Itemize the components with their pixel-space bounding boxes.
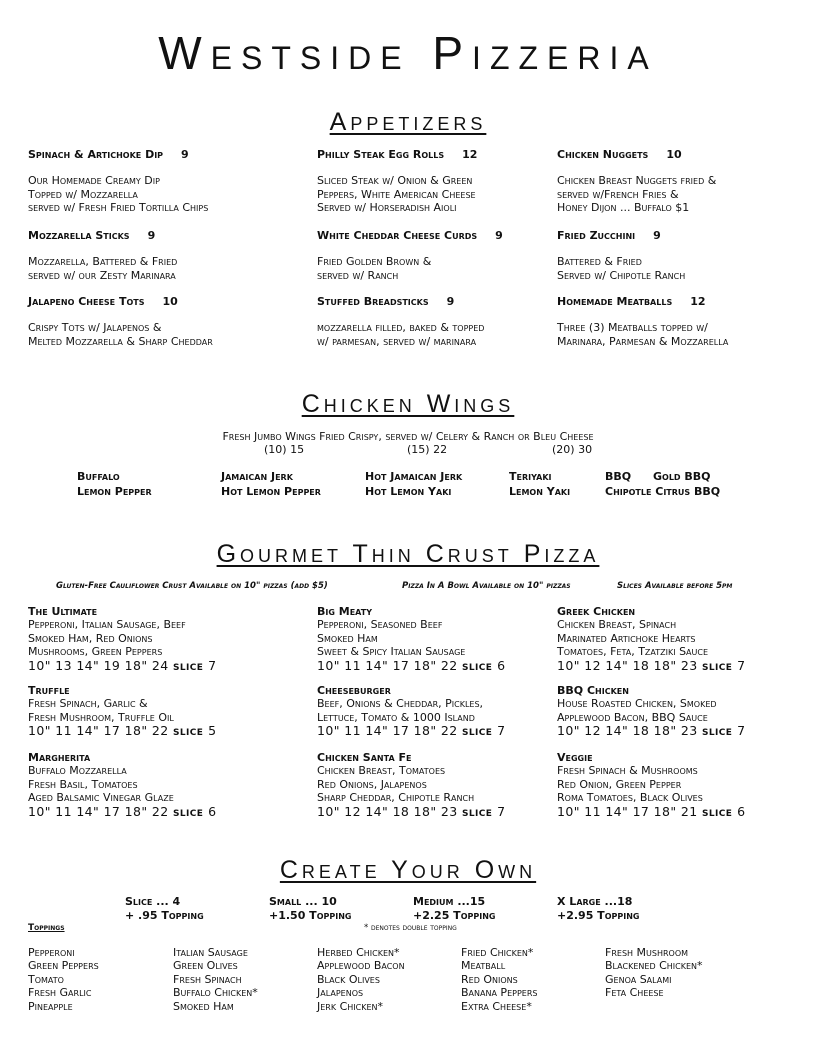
- pizza-size-label: 14": [76, 803, 104, 819]
- pizza-size-label: 10": [557, 723, 585, 739]
- appetizer-description: Chicken Breast Nuggets fried & served w/French Fries & Honey Dijon ... Buffalo $1: [557, 174, 717, 215]
- pizza-heading: Gourmet Thin Crust Pizza: [216, 540, 600, 568]
- create-heading: Create Your Own: [279, 856, 537, 884]
- wing-flavor: Hot Lemon Pepper: [221, 485, 321, 498]
- toppings-column: [461, 946, 537, 1013]
- toppings-column: [317, 946, 405, 1013]
- pizza-prices: [317, 805, 567, 818]
- topping-item: Fresh Garlic: [28, 986, 92, 1000]
- pizza-size-price: 11: [55, 723, 77, 739]
- appetizers-heading: Appetizers: [329, 108, 487, 136]
- pizza-size-label: 10": [557, 803, 585, 819]
- pizza-size-price: 17: [103, 803, 125, 819]
- pizza-slice-label: slice: [461, 723, 498, 739]
- topping-price: +2.25 Topping: [413, 909, 496, 922]
- topping-item: Feta Cheese: [605, 986, 664, 1000]
- pizza-ingredients: Aged Balsamic Vinegar Glaze: [28, 791, 174, 805]
- pizza-prices: [28, 659, 278, 672]
- pizza-item: [28, 751, 278, 818]
- pizza-slice-price: 7: [497, 803, 506, 819]
- size-price: Medium ...15: [413, 895, 486, 908]
- wings-size-10: (10) 15: [264, 443, 305, 456]
- wing-flavor: BBQ: [605, 470, 632, 483]
- pizza-note-bowl: Pizza In A Bowl Available on 10" pizzas: [402, 581, 571, 591]
- pizza-slice-label: slice: [701, 657, 738, 673]
- pizza-size-price: 11: [344, 657, 366, 673]
- pizza-size-label: 14": [365, 803, 393, 819]
- wings-size-15: (15) 22: [407, 443, 448, 456]
- pizza-ingredients: Sharp Cheddar, Chipotle Ranch: [317, 791, 475, 805]
- appetizer-item: [28, 295, 278, 348]
- pizza-ingredients: Fresh Spinach, Garlic &: [28, 697, 148, 711]
- pizza-note-slices: Slices Available before 5pm: [617, 581, 733, 591]
- pizza-slice-price: 7: [497, 723, 506, 739]
- restaurant-name: Westside Pizzeria: [158, 27, 658, 79]
- wings-size-20: (20) 30: [552, 443, 593, 456]
- wing-flavor: Jamaican Jerk: [221, 470, 293, 483]
- pizza-size-label: 10": [557, 657, 585, 673]
- pizza-ingredients: Chicken Breast, Tomatoes: [317, 764, 446, 778]
- pizza-size-label: 10": [28, 803, 56, 819]
- pizza-slice-label: slice: [701, 803, 738, 819]
- pizza-size-label: 18": [653, 803, 681, 819]
- pizza-size-label: 14": [605, 657, 633, 673]
- size-price: X Large ...18: [557, 895, 633, 908]
- topping-item: Meatball: [461, 959, 506, 973]
- topping-item: Green Olives: [173, 959, 238, 973]
- pizza-size-label: 18": [413, 657, 441, 673]
- pizza-size-label: 10": [317, 657, 345, 673]
- pizza-slice-label: slice: [172, 723, 209, 739]
- pizza-ingredients: Mushrooms, Green Peppers: [28, 645, 163, 659]
- appetizer-price: 9: [446, 295, 455, 308]
- pizza-size-label: 18": [413, 723, 441, 739]
- appetizer-item: [317, 295, 567, 348]
- pizza-size-price: 22: [151, 723, 173, 739]
- topping-item: Italian Sausage: [173, 946, 248, 959]
- wing-flavor: Hot Lemon Yaki: [365, 485, 452, 498]
- pizza-ingredients: Tomatoes, Feta, Tzatziki Sauce: [557, 645, 709, 659]
- appetizer-price: 12: [690, 295, 706, 308]
- pizza-size-price: 12: [344, 803, 366, 819]
- wings-heading: Chicken Wings: [301, 390, 515, 418]
- pizza-prices: [317, 659, 567, 672]
- wing-flavor: Buffalo: [77, 470, 120, 483]
- appetizer-item: [28, 148, 278, 215]
- pizza-size-label: 18": [653, 657, 681, 673]
- pizza-size-label: 18": [124, 803, 152, 819]
- appetizer-description: Crispy Tots w/ Jalapenos & Melted Mozzarella & Sharp Cheddar: [28, 321, 213, 348]
- appetizer-name: Stuffed Breadsticks 9: [317, 295, 455, 308]
- pizza-size-price: 11: [55, 803, 77, 819]
- topping-price: + .95 Topping: [125, 909, 204, 922]
- topping-item: Herbed Chicken*: [317, 946, 400, 959]
- pizza-size-label: 18": [124, 657, 152, 673]
- topping-item: Pineapple: [28, 999, 73, 1013]
- pizza-slice-price: 5: [208, 723, 217, 739]
- topping-price: +2.95 Topping: [557, 909, 640, 922]
- pizza-item: [317, 605, 567, 672]
- pizza-name: Cheeseburger: [317, 684, 391, 697]
- pizza-size-label: 10": [317, 803, 345, 819]
- toppings-column: [173, 946, 258, 1013]
- pizza-name: BBQ Chicken: [557, 684, 629, 697]
- pizza-slice-label: slice: [461, 803, 498, 819]
- wing-flavor: Chipotle Citrus BBQ: [605, 485, 721, 498]
- topping-item: Buffalo Chicken*: [173, 986, 258, 1000]
- pizza-ingredients: Marinated Artichoke Hearts: [557, 631, 696, 645]
- pizza-size-label: 14": [605, 803, 633, 819]
- pizza-prices: [557, 805, 807, 818]
- toppings-label: Toppings: [28, 923, 65, 933]
- appetizer-name: Spinach & Artichoke Dip 9: [28, 148, 189, 161]
- topping-item: Black Olives: [317, 972, 380, 986]
- pizza-ingredients: Red Onion, Green Pepper: [557, 777, 682, 791]
- appetizer-name: Homemade Meatballs 12: [557, 295, 706, 308]
- appetizer-description: Our Homemade Creamy Dip Topped w/ Mozzarella served w/ Fresh Fried Tortilla Chips: [28, 174, 209, 215]
- appetizer-name: Mozzarella Sticks 9: [28, 229, 156, 242]
- topping-item: Smoked Ham: [173, 999, 234, 1013]
- pizza-size-label: 18": [653, 723, 681, 739]
- pizza-size-price: 13: [55, 657, 77, 673]
- pizza-item: [317, 684, 567, 738]
- appetizer-item: [28, 229, 278, 282]
- pizza-ingredients: Lettuce, Tomato & 1000 Island: [317, 710, 475, 724]
- pizza-prices: [28, 724, 278, 737]
- pizza-ingredients: Smoked Ham: [317, 631, 378, 645]
- pizza-size-label: 14": [605, 723, 633, 739]
- pizza-size-label: 10": [317, 723, 345, 739]
- pizza-size-price: 18: [632, 723, 654, 739]
- topping-item: Extra Cheese*: [461, 999, 532, 1013]
- pizza-ingredients: Pepperoni, Seasoned Beef: [317, 618, 443, 632]
- pizza-slice-label: slice: [461, 657, 498, 673]
- pizza-ingredients: Roma Tomatoes, Black Olives: [557, 791, 703, 805]
- pizza-size-price: 17: [392, 657, 414, 673]
- pizza-size-price: 22: [440, 657, 462, 673]
- topping-item: Jalapenos: [317, 986, 364, 1000]
- pizza-note-gluten-free: Gluten-Free Cauliflower Crust Available on 10" pizzas (add $5): [56, 581, 328, 591]
- pizza-size-price: 11: [584, 803, 606, 819]
- appetizer-description: Mozzarella, Battered & Fried served w/ our Zesty Marinara: [28, 255, 178, 282]
- topping-item: Tomato: [28, 972, 64, 986]
- appetizer-name: Philly Steak Egg Rolls 12: [317, 148, 478, 161]
- pizza-size-price: 22: [151, 803, 173, 819]
- appetizer-item: [317, 148, 567, 215]
- topping-item: Genoa Salami: [605, 972, 672, 986]
- pizza-ingredients: Fresh Basil, Tomatoes: [28, 777, 138, 791]
- toppings-column: [28, 946, 99, 1013]
- pizza-ingredients: House Roasted Chicken, Smoked: [557, 697, 717, 711]
- appetizer-price: 9: [181, 148, 189, 161]
- pizza-size-label: 18": [124, 723, 152, 739]
- pizza-size-price: 17: [103, 723, 125, 739]
- pizza-size-price: 18: [632, 657, 654, 673]
- pizza-item: [557, 605, 807, 672]
- pizza-size-label: 14": [76, 657, 104, 673]
- appetizer-name: White Cheddar Cheese Curds 9: [317, 229, 503, 242]
- pizza-ingredients: Fresh Spinach & Mushrooms: [557, 764, 698, 778]
- appetizer-item: [557, 295, 807, 348]
- wing-flavor: Gold BBQ: [653, 470, 711, 483]
- pizza-size-label: 14": [76, 723, 104, 739]
- appetizer-item: [557, 148, 807, 215]
- wing-flavor: Hot Jamaican Jerk: [365, 470, 463, 483]
- appetizer-price: 9: [495, 229, 503, 242]
- pizza-size-price: 12: [584, 723, 606, 739]
- wing-flavor: Teriyaki: [509, 470, 552, 483]
- appetizer-price: 12: [462, 148, 478, 161]
- appetizer-item: [557, 229, 807, 282]
- pizza-size-price: 17: [392, 723, 414, 739]
- pizza-size-price: 18: [392, 803, 414, 819]
- pizza-slice-price: 7: [208, 657, 217, 673]
- pizza-ingredients: Applewood Bacon, BBQ Sauce: [557, 710, 708, 724]
- pizza-name: Chicken Santa Fe: [317, 751, 412, 764]
- pizza-name: Big Meaty: [317, 605, 372, 618]
- topping-item: Fried Chicken*: [461, 946, 534, 959]
- topping-item: Green Peppers: [28, 959, 99, 973]
- pizza-size-price: 23: [440, 803, 462, 819]
- pizza-size-label: 14": [365, 723, 393, 739]
- topping-price: +1.50 Topping: [269, 909, 352, 922]
- pizza-size-label: 14": [365, 657, 393, 673]
- pizza-ingredients: Beef, Onions & Cheddar, Pickles,: [317, 697, 484, 711]
- pizza-slice-price: 7: [737, 723, 746, 739]
- topping-item: Jerk Chicken*: [317, 999, 384, 1013]
- pizza-ingredients: Fresh Mushroom, Truffle Oil: [28, 710, 174, 724]
- topping-item: Banana Peppers: [461, 986, 538, 1000]
- pizza-size-label: 10": [28, 657, 56, 673]
- appetizer-description: Three (3) Meatballs topped w/ Marinara, Parmesan & Mozzarella: [557, 321, 729, 348]
- size-price: Slice ... 4: [125, 895, 181, 908]
- pizza-ingredients: Smoked Ham, Red Onions: [28, 631, 153, 645]
- pizza-name: Veggie: [557, 751, 593, 764]
- pizza-size-price: 23: [680, 723, 702, 739]
- appetizer-price: 9: [147, 229, 156, 242]
- appetizer-description: Battered & Fried Served w/ Chipotle Ranch: [557, 255, 686, 282]
- pizza-size-price: 19: [103, 657, 125, 673]
- pizza-size-label: 18": [413, 803, 441, 819]
- appetizer-price: 10: [162, 295, 178, 308]
- pizza-slice-price: 6: [497, 657, 506, 673]
- pizza-size-price: 17: [632, 803, 654, 819]
- pizza-slice-price: 6: [737, 803, 746, 819]
- pizza-item: [28, 605, 278, 672]
- appetizer-name: Jalapeno Cheese Tots 10: [28, 295, 178, 308]
- topping-item: Fresh Mushroom: [605, 946, 689, 959]
- pizza-size-price: 21: [680, 803, 702, 819]
- toppings-column: [605, 946, 703, 1000]
- pizza-size-price: 23: [680, 657, 702, 673]
- pizza-slice-label: slice: [172, 657, 209, 673]
- pizza-item: [557, 751, 807, 818]
- wings-description: Fresh Jumbo Wings Fried Crispy, served w/ Celery & Ranch or Bleu Cheese: [222, 430, 594, 443]
- wing-flavor: Lemon Yaki: [509, 485, 571, 498]
- pizza-ingredients: Pepperoni, Italian Sausage, Beef: [28, 618, 186, 632]
- pizza-ingredients: Sweet & Spicy Italian Sausage: [317, 645, 466, 659]
- double-topping-note: * denotes double topping: [364, 923, 457, 933]
- topping-item: Blackened Chicken*: [605, 959, 703, 973]
- pizza-item: [317, 751, 567, 818]
- pizza-ingredients: Red Onions, Jalapenos: [317, 777, 427, 791]
- pizza-prices: [317, 724, 567, 737]
- appetizer-description: Fried Golden Brown & served w/ Ranch: [317, 255, 432, 282]
- pizza-prices: [557, 659, 807, 672]
- appetizer-name: Fried Zucchini 9: [557, 229, 661, 242]
- pizza-size-price: 11: [344, 723, 366, 739]
- appetizer-price: 9: [653, 229, 661, 242]
- pizza-slice-label: slice: [172, 803, 209, 819]
- pizza-name: Truffle: [28, 684, 70, 697]
- pizza-ingredients: Chicken Breast, Spinach: [557, 618, 677, 632]
- topping-item: Red Onions: [461, 972, 518, 986]
- appetizer-price: 10: [666, 148, 682, 161]
- topping-item: Fresh Spinach: [173, 972, 242, 986]
- pizza-slice-label: slice: [701, 723, 738, 739]
- pizza-name: Greek Chicken: [557, 605, 636, 618]
- appetizer-name: Chicken Nuggets 10: [557, 148, 682, 161]
- pizza-size-price: 24: [151, 657, 173, 673]
- pizza-size-price: 12: [584, 657, 606, 673]
- appetizer-description: mozzarella filled, baked & topped w/ parmesan, served w/ marinara: [317, 321, 485, 348]
- pizza-slice-price: 6: [208, 803, 217, 819]
- pizza-name: Margherita: [28, 751, 91, 764]
- pizza-prices: [557, 724, 807, 737]
- appetizer-description: Sliced Steak w/ Onion & Green Peppers, White American Cheese Served w/ Horseradish Aioli: [317, 174, 476, 215]
- pizza-item: [557, 684, 807, 738]
- size-price: Small ... 10: [269, 895, 337, 908]
- pizza-prices: [28, 805, 278, 818]
- pizza-name: The Ultimate: [28, 605, 98, 618]
- topping-item: Pepperoni: [28, 946, 75, 959]
- pizza-ingredients: Buffalo Mozzarella: [28, 764, 127, 778]
- pizza-size-price: 22: [440, 723, 462, 739]
- pizza-size-label: 10": [28, 723, 56, 739]
- pizza-slice-price: 7: [737, 657, 746, 673]
- appetizer-item: [317, 229, 567, 282]
- pizza-item: [28, 684, 278, 738]
- topping-item: Applewood Bacon: [317, 959, 405, 973]
- wing-flavor: Lemon Pepper: [77, 485, 152, 498]
